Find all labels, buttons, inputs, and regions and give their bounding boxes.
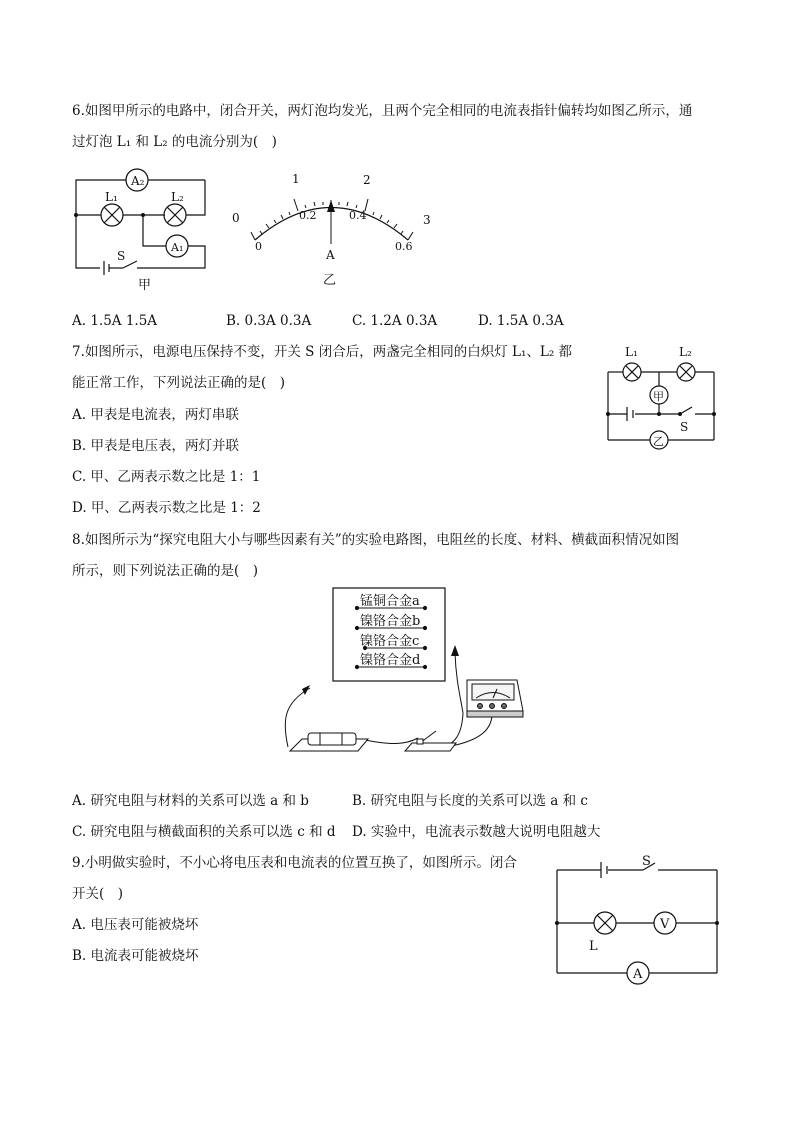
- q8-stem-line2: 所示，则下列说法正确的是( ): [72, 563, 259, 579]
- q9-circuit-figure: [550, 850, 725, 985]
- q9-ammeter-label: A: [633, 967, 643, 982]
- q6-option-a[interactable]: A. 1.5A 1.5A: [72, 313, 158, 329]
- q7-circuit-figure: [600, 340, 725, 455]
- q8-ammeter-device: [467, 680, 523, 717]
- q7-switch-label: S: [680, 420, 689, 434]
- q6-dial-top-tick-2: 2: [363, 173, 371, 187]
- q6-stem-line2: 过灯泡 L₁ 和 L₂ 的电流分别为( ): [72, 134, 277, 150]
- q8-option-b[interactable]: B. 研究电阻与长度的关系可以选 a 和 c: [352, 793, 588, 809]
- q8-wire-d: 镍铬合金d: [360, 653, 421, 668]
- q7-option-d[interactable]: D. 甲、乙两表示数之比是 1：2: [72, 500, 261, 516]
- q6-lamp-l1-label: L₁: [105, 190, 118, 204]
- q9-option-b[interactable]: B. 电流表可能被烧坏: [72, 948, 199, 964]
- q8-option-d[interactable]: D. 实验中，电流表示数越大说明电阻越大: [352, 824, 601, 840]
- q7-meter-yi-label: 乙: [653, 435, 664, 448]
- q6-switch-label: S: [117, 249, 126, 263]
- q6-dial-top-tick-1: 1: [292, 172, 300, 186]
- q9-stem-line1: 9.小明做实验时，不小心将电压表和电流表的位置互换了，如图所示。闭合: [72, 855, 517, 871]
- q8-option-c[interactable]: C. 研究电阻与横截面积的关系可以选 c 和 d: [72, 824, 336, 840]
- q8-wire-a: 锰铜合金a: [360, 594, 420, 609]
- q7-lamp-l2-label: L₂: [679, 345, 692, 359]
- q6-figure-caption-jia: 甲: [138, 278, 152, 293]
- q6-option-b[interactable]: B. 0.3A 0.3A: [226, 313, 312, 329]
- q6-dial-bottom-tick-0.4: 0.4: [349, 209, 367, 222]
- q6-dial-bottom-tick-0: 0: [255, 240, 262, 253]
- q8-switch: [405, 731, 456, 751]
- q7-meter-jia-label: 甲: [653, 390, 664, 403]
- q7-option-c[interactable]: C. 甲、乙两表示数之比是 1：1: [72, 469, 261, 485]
- q7-lamp-l1-label: L₁: [625, 345, 638, 359]
- q9-voltmeter-label: V: [660, 917, 670, 932]
- q6-figure-caption-yi: 乙: [323, 273, 337, 288]
- q8-wire-c: 镍铬合金c: [360, 634, 420, 649]
- q8-experiment-figure: [280, 585, 535, 765]
- q9-switch-label: S: [642, 854, 651, 869]
- q8-wire-b: 镍铬合金b: [360, 614, 421, 629]
- q6-lamp-l2-label: L₂: [171, 190, 184, 204]
- q6-ammeter-a1-label: A₁: [171, 241, 184, 254]
- q6-dial-bottom-tick-0.2: 0.2: [299, 209, 317, 222]
- q7-stem-line1: 7.如图所示，电源电压保持不变，开关 S 闭合后，两盏完全相同的白炽灯 L₁、L₂ 都: [72, 344, 573, 360]
- q6-dial-bottom-tick-0.6: 0.6: [395, 240, 413, 253]
- q8-battery-holder: [290, 733, 368, 751]
- q7-option-b[interactable]: B. 甲表是电压表，两灯并联: [72, 438, 240, 454]
- q7-stem-line2: 能正常工作，下列说法正确的是( ): [72, 375, 286, 391]
- q6-ammeter-a2-label: A₂: [131, 174, 145, 188]
- q6-figure-yi-ammeter-dial: [225, 170, 440, 290]
- q9-lamp-label: L: [589, 939, 598, 954]
- q6-stem-line1: 6.如图甲所示的电路中，闭合开关，两灯泡均发光，且两个完全相同的电流表指针偏转均如图乙所示，通: [72, 103, 693, 119]
- q6-figure-jia: [70, 170, 215, 295]
- q8-stem-line1: 8.如图所示为“探究电阻大小与哪些因素有关”的实验电路图，电阻丝的长度、材料、横截面积情况如图: [72, 532, 680, 548]
- q9-stem-line2: 开关( ): [72, 886, 124, 902]
- q6-dial-top-tick-3: 3: [423, 213, 431, 227]
- q6-dial-top-tick-0: 0: [232, 211, 240, 225]
- q6-option-c[interactable]: C. 1.2A 0.3A: [352, 313, 438, 329]
- q9-option-a[interactable]: A. 电压表可能被烧坏: [72, 917, 199, 933]
- q6-option-d[interactable]: D. 1.5A 0.3A: [478, 313, 564, 329]
- q7-option-a[interactable]: A. 甲表是电流表，两灯串联: [72, 407, 239, 423]
- q6-dial-unit: A: [326, 248, 335, 262]
- q8-option-a[interactable]: A. 研究电阻与材料的关系可以选 a 和 b: [72, 793, 309, 809]
